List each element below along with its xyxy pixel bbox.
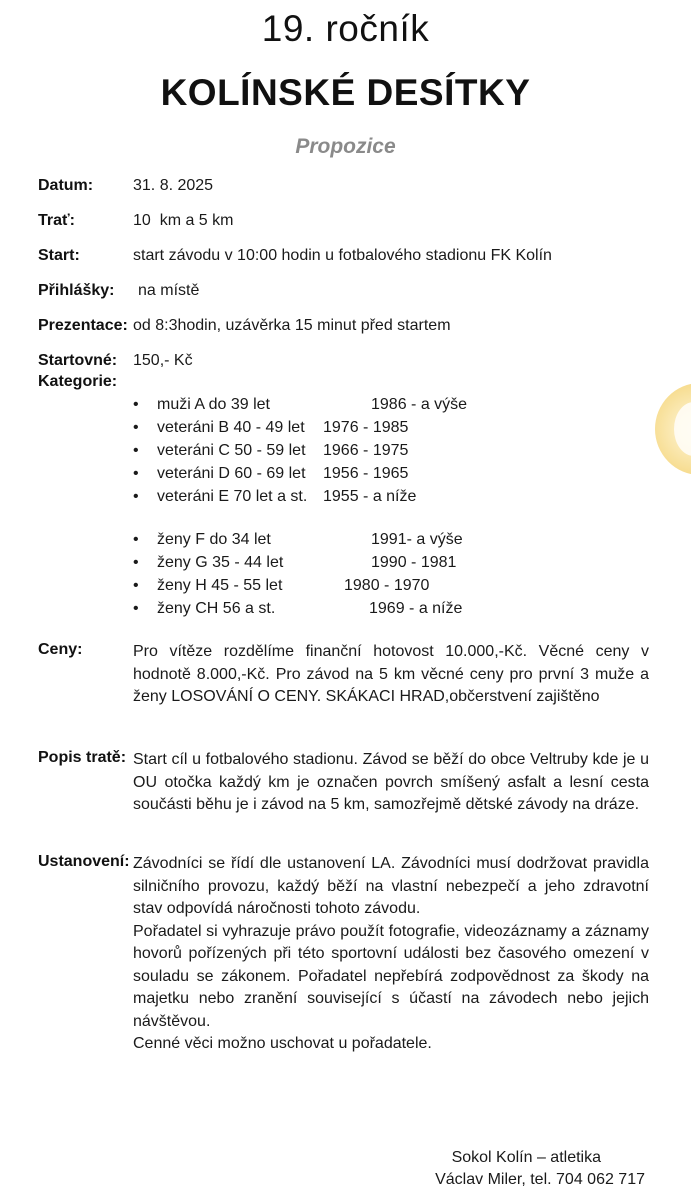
bullet-icon: • xyxy=(133,554,139,571)
trat-label: Trať: xyxy=(38,212,76,229)
category-years: 1991- a výše xyxy=(371,531,463,548)
prihlasky-label: Přihlášky: xyxy=(38,282,115,299)
footer-contact: Václav Miler, tel. 704 062 717 xyxy=(435,1171,645,1188)
popis-text xyxy=(133,749,649,817)
popis-paragraph: Start cíl u fotbalového stadionu. Závod se běží do obce Veltruby kde je u OU otočka každý km je označen povrch smíšený asfalt a lesní cesta součásti běhu je i závod na 5 km, samozřejmě dětské závody na dráze. xyxy=(133,751,649,813)
datum-value: 31. 8. 2025 xyxy=(133,177,214,194)
category-name: veteráni D 60 - 69 let xyxy=(157,465,306,482)
category-name: ženy G 35 - 44 let xyxy=(157,554,284,571)
bullet-icon: • xyxy=(133,531,139,548)
category-name: ženy CH 56 a st. xyxy=(157,600,276,617)
category-years: 1956 - 1965 xyxy=(323,465,409,482)
ceny-label: Ceny: xyxy=(38,641,83,658)
bullet-icon: • xyxy=(133,465,139,482)
ustanoveni-text xyxy=(133,853,649,1056)
category-years: 1976 - 1985 xyxy=(323,419,409,436)
bullet-icon: • xyxy=(133,577,139,594)
category-name: ženy F do 34 let xyxy=(157,531,271,548)
bullet-icon: • xyxy=(133,396,139,413)
start-label: Start: xyxy=(38,247,80,264)
ustanoveni-paragraph-2: Pořadatel si vyhrazuje právo použít fotografie, videozáznamy a záznamy hovorů pořízených při této sportovní události bez časového omezení v souladu se zákonem. Pořadatel nepřebírá zodpovědnost za škody na majetku nebo zranění související s účastí na závodech nebo jejich návštěvou. xyxy=(133,922,649,1030)
category-years: 1986 - a výše xyxy=(371,396,468,413)
ceny-text xyxy=(133,641,649,709)
category-years: 1955 - a níže xyxy=(323,488,417,505)
category-name: veteráni B 40 - 49 let xyxy=(157,419,305,436)
category-name: muži A do 39 let xyxy=(157,396,270,413)
popis-label: Popis tratě: xyxy=(38,749,127,766)
subtitle: Propozice xyxy=(295,135,396,158)
footer-organizer: Sokol Kolín – atletika xyxy=(451,1149,601,1166)
datum-label: Datum: xyxy=(38,177,94,194)
start-value: start závodu v 10:00 hodin u fotbalového stadionu FK Kolín xyxy=(133,247,552,264)
bullet-icon: • xyxy=(133,600,139,617)
startovne-label: Startovné: xyxy=(38,352,118,369)
kategorie-label: Kategorie: xyxy=(38,373,118,390)
bullet-icon: • xyxy=(133,488,139,505)
trat-value: 10 km a 5 km xyxy=(133,212,234,229)
prihlasky-value: na místě xyxy=(138,282,200,299)
category-name: ženy H 45 - 55 let xyxy=(157,577,283,594)
category-years: 1980 - 1970 xyxy=(344,577,430,594)
ustanoveni-paragraph-3: Cenné věci možno uschovat u pořadatele. xyxy=(133,1035,432,1052)
prezentace-label: Prezentace: xyxy=(38,317,128,334)
category-name: veteráni E 70 let a st. xyxy=(157,488,308,505)
category-years: 1990 - 1981 xyxy=(371,554,457,571)
ceny-paragraph: Pro vítěze rozdělíme finanční hotovost 10.000,-Kč. Věcné ceny v hodnotě 8.000,-Kč. Pro závod na 5 km věcné ceny pro první 3 muže a ženy LOSOVÁNÍ O CENY. SKÁKACI HRAD,občerstvení zajištěno xyxy=(133,643,649,705)
edition-title: 19. ročník xyxy=(261,8,430,49)
bullet-icon: • xyxy=(133,442,139,459)
category-name: veteráni C 50 - 59 let xyxy=(157,442,306,459)
category-years: 1969 - a níže xyxy=(369,600,463,617)
category-years: 1966 - 1975 xyxy=(323,442,409,459)
event-title: KOLÍNSKÉ DESÍTKY xyxy=(160,72,531,113)
prezentace-value: od 8:3hodin, uzávěrka 15 minut před startem xyxy=(133,317,451,334)
bullet-icon: • xyxy=(133,419,139,436)
startovne-value: 150,- Kč xyxy=(133,352,193,369)
ustanoveni-paragraph-1: Závodníci se řídí dle ustanovení LA. Závodníci musí dodržovat pravidla silničního provozu, každý běží na vlastní nebezpečí a jeho zdravotní stav odpovídá náročnosti tohoto závodu. xyxy=(133,855,649,917)
ustanoveni-label: Ustanovení: xyxy=(38,853,130,870)
